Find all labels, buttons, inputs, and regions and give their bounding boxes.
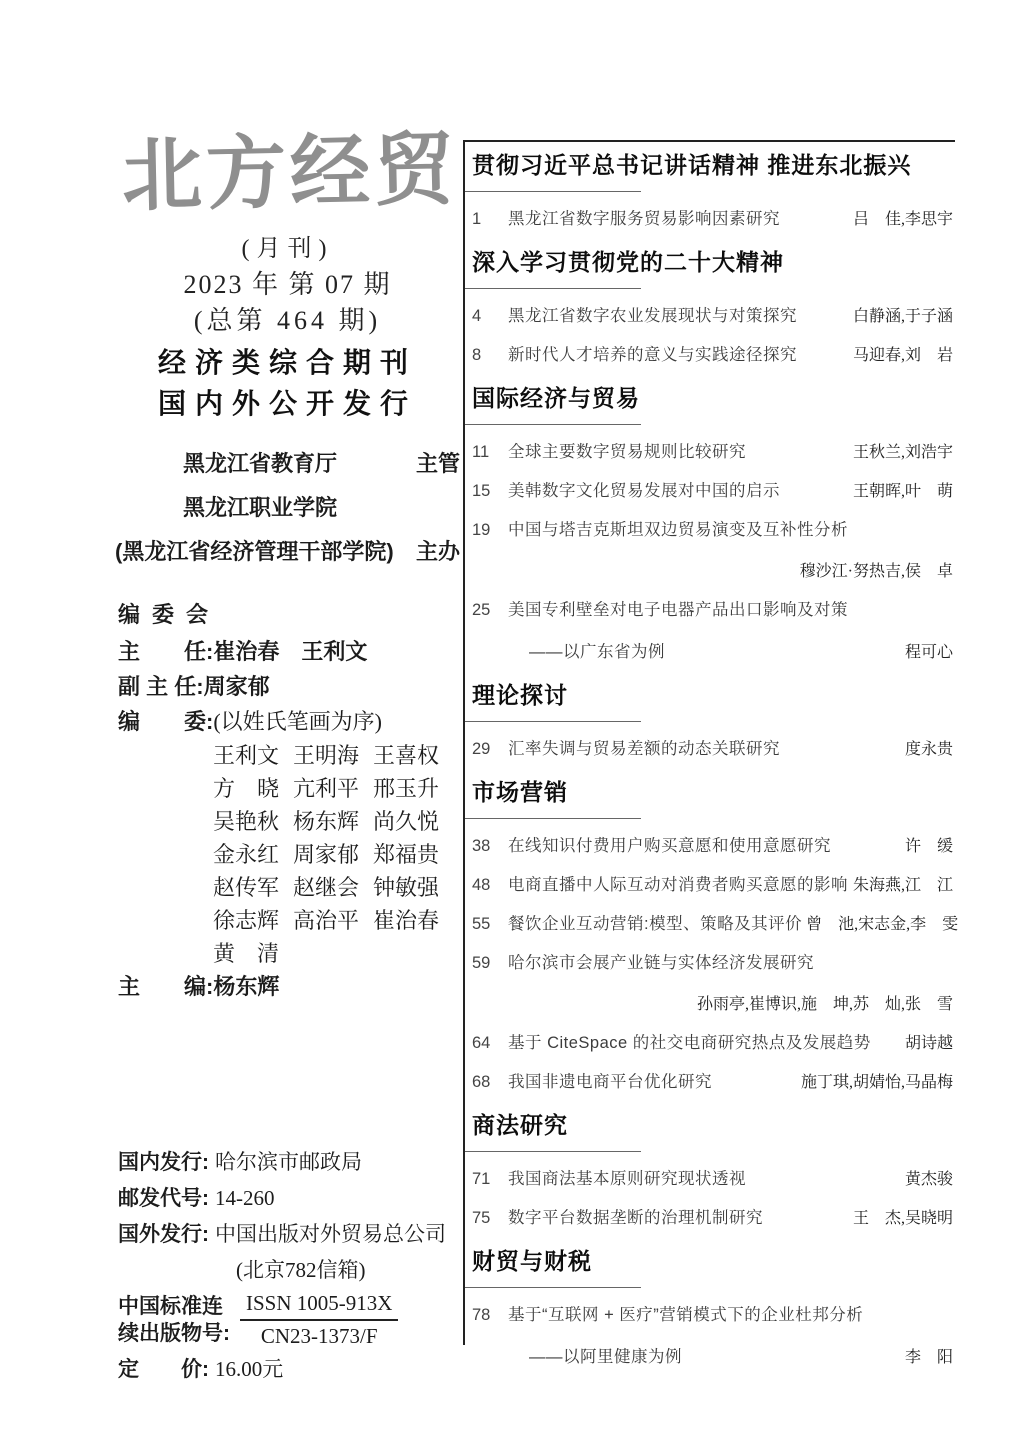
editorial-board-heading: 编委会 [118, 602, 221, 627]
toc-article-title: 全球主要数字贸易规则比较研究 [508, 443, 746, 461]
board-deputy-row [118, 675, 463, 699]
toc-article-authors: 朱海燕,江 江 [852, 877, 953, 894]
board-member: 徐志辉 [213, 908, 280, 933]
toc-section-header: 国际经济与贸易 [472, 385, 640, 411]
toc-article-row [465, 344, 955, 367]
supervisor-row [115, 451, 460, 477]
toc-article-authors: 黄杰骏 [904, 1171, 953, 1188]
toc-subtitle-line [465, 641, 955, 664]
toc-page-number: 25 [472, 601, 491, 619]
toc-article-row [465, 441, 955, 464]
toc-page-number: 4 [472, 307, 482, 325]
toc-article-row [465, 913, 959, 936]
host-org-row-2 [115, 539, 460, 565]
toc-page-number: 75 [472, 1209, 491, 1227]
board-member: 邢玉升 [373, 776, 440, 801]
toc-section-underline [465, 818, 641, 819]
board-member: 赵传军 [213, 875, 280, 900]
toc-section-underline [465, 424, 641, 425]
toc-article-authors: 马迎春,刘 岩 [852, 347, 953, 364]
toc-article-row [465, 1071, 955, 1094]
toc-panel [463, 140, 959, 1366]
toc-article-authors: 曾 池,宋志金,李 雯 [806, 916, 959, 933]
host-org-row [115, 495, 460, 521]
postal-code-value: 14-260 [215, 1186, 275, 1210]
journal-frequency: (月刊) [241, 236, 334, 262]
board-chief-row [118, 975, 463, 999]
board-member: 尚久悦 [373, 809, 440, 834]
toc-page-number: 55 [472, 915, 491, 933]
domestic-issue-row [118, 1150, 478, 1175]
board-member: 崔治春 [373, 908, 440, 933]
csn-row [118, 1291, 478, 1349]
chief-editor-name: 杨东辉 [213, 974, 280, 999]
toc-page-number: 64 [472, 1034, 491, 1052]
board-member: 黄 清 [213, 941, 280, 966]
toc-article-title: 中国与塔吉克斯坦双边贸易演变及互补性分析 [508, 521, 848, 539]
board-member: 王明海 [293, 743, 360, 768]
toc-article-authors: 吕 佳,李思宇 [852, 211, 953, 228]
toc-article-row [465, 480, 955, 503]
toc-article-title: 黑龙江省数字服务贸易影响因素研究 [508, 210, 780, 228]
toc-page-number: 48 [472, 876, 491, 894]
toc-article-row [465, 874, 955, 897]
board-member: 王喜权 [373, 743, 440, 768]
board-member: 高治平 [293, 908, 360, 933]
issn-value: ISSN 1005-913X [240, 1291, 398, 1321]
sponsors-block [115, 451, 460, 583]
toc-page-number: 8 [472, 346, 482, 364]
price-label: 定 价: [118, 1358, 209, 1381]
toc-article-title: 数字平台数据垄断的治理机制研究 [508, 1209, 763, 1227]
toc-section-underline [465, 191, 641, 192]
director-label: 主 任: [118, 639, 214, 664]
toc-article-authors: 程可心 [904, 644, 953, 661]
toc-page-number: 1 [472, 210, 482, 228]
toc-article-authors: 王秋兰,刘浩宇 [852, 444, 953, 461]
board-members-grid [213, 744, 463, 965]
foreign-issue-value: 中国出版对外贸易总公司 [215, 1222, 446, 1246]
host-role: 主办 [415, 539, 460, 564]
toc-authors-line [465, 561, 955, 583]
toc-section-underline [465, 1151, 641, 1152]
postal-code-label: 邮发代号: [118, 1187, 209, 1210]
toc-page-number: 19 [472, 521, 491, 539]
domestic-issue-value: 哈尔滨市邮政局 [215, 1150, 362, 1174]
toc-article-title: 美国专利壁垒对电子电器产品出口影响及对策 [508, 601, 848, 619]
board-member: 金永红 [213, 842, 280, 867]
toc-article-title: 汇率失调与贸易差额的动态关联研究 [508, 740, 780, 758]
toc-authors-line [465, 994, 955, 1016]
price-value: 16.00元 [215, 1357, 284, 1381]
toc-article-title: 我国商法基本原则研究现状透视 [508, 1170, 746, 1188]
price-row [118, 1357, 478, 1382]
toc-section-underline [465, 721, 641, 722]
publication-info-block [118, 1150, 478, 1393]
toc-article-title: 基于 CiteSpace 的社交电商研究热点及发展趋势 [508, 1034, 871, 1052]
toc-article-title: 餐饮企业互动营销:模型、策略及其评价 [508, 915, 803, 933]
csn-stack [240, 1291, 398, 1349]
toc-article-authors: 胡诗越 [904, 1035, 953, 1052]
journal-type-line: 经济类综合期刊 [157, 347, 417, 378]
toc-section [465, 248, 955, 367]
deputy-names: 周家郁 [203, 674, 270, 699]
supervisor-role: 主管 [415, 451, 460, 476]
toc-article-row [465, 599, 955, 621]
toc-article-title: 在线知识付费用户购买意愿和使用意愿研究 [508, 837, 831, 855]
toc-article-row [465, 1207, 955, 1230]
toc-section-header: 财贸与财税 [472, 1248, 592, 1274]
issue-total-number: (总第 464 期) [193, 306, 382, 335]
toc-article-subtitle: ——以阿里健康为例 [529, 1348, 682, 1366]
toc-section [465, 1111, 955, 1230]
board-committee-row [118, 710, 463, 734]
board-member: 赵继会 [293, 875, 360, 900]
toc-article-row [465, 952, 955, 974]
toc-article-row [465, 519, 955, 541]
foreign-issue-label: 国外发行: [118, 1223, 209, 1246]
csn-label [118, 1293, 230, 1347]
supervisor-org: 黑龙江省教育厅 [183, 451, 338, 476]
toc-page-number: 38 [472, 837, 491, 855]
toc-section [465, 778, 959, 1094]
toc-section [465, 1247, 955, 1369]
board-member: 周家郁 [293, 842, 360, 867]
toc-article-title: 新时代人才培养的意义与实践途径探究 [508, 346, 797, 364]
toc-section-header: 理论探讨 [472, 682, 568, 708]
toc-article-title: 黑龙江省数字农业发展现状与对策探究 [508, 307, 797, 325]
toc-section-header: 市场营销 [472, 779, 568, 805]
toc-article-title: 我国非遗电商平台优化研究 [508, 1073, 712, 1091]
toc-article-authors: 孙雨亭,崔博识,施 坤,苏 灿,张 雪 [696, 996, 953, 1013]
toc-page-number: 78 [472, 1306, 491, 1324]
board-member: 亢利平 [293, 776, 360, 801]
journal-title-calligraphy: 北方经贸 [121, 121, 459, 223]
director-names: 崔治春 王利文 [213, 639, 368, 664]
toc-section-underline [465, 1287, 641, 1288]
editorial-board-block [118, 598, 463, 999]
committee-label: 编 委: [118, 709, 214, 734]
journal-distribution-line: 国内外公开发行 [157, 388, 417, 419]
csn-label-line1: 中国标准连 [118, 1295, 223, 1318]
toc-section [465, 681, 955, 761]
board-member: 郑福贵 [373, 842, 440, 867]
toc-article-row [465, 738, 955, 761]
toc-article-authors: 穆沙江·努热吉,侯 卓 [799, 563, 953, 580]
cn-value: CN23-1373/F [260, 1324, 378, 1348]
board-member: 王利文 [213, 743, 280, 768]
toc-page-number: 59 [472, 954, 491, 972]
foreign-issue-row [118, 1222, 478, 1247]
toc-article-authors: 度永贵 [904, 741, 953, 758]
toc-article-title: 美韩数字文化贸易发展对中国的启示 [508, 482, 780, 500]
host-org-2: (黑龙江省经济管理干部学院) [115, 539, 394, 564]
toc-article-row [465, 1032, 955, 1055]
toc-article-authors: 施丁琪,胡婧怡,马晶梅 [800, 1074, 953, 1091]
board-member: 方 晓 [213, 776, 280, 801]
toc-section-header: 商法研究 [472, 1112, 568, 1138]
board-director-row [118, 640, 463, 664]
toc-subtitle-line [465, 1346, 955, 1369]
toc-article-title: 电商直播中人际互动对消费者购买意愿的影响 [508, 876, 848, 894]
foreign-po-box: (北京782信箱) [236, 1258, 366, 1282]
toc-page-number: 71 [472, 1170, 491, 1188]
toc-page-number: 15 [472, 482, 491, 500]
toc-page-number: 68 [472, 1073, 491, 1091]
postal-code-row [118, 1186, 478, 1211]
toc-article-title: 哈尔滨市会展产业链与实体经济发展研究 [508, 954, 814, 972]
toc-section [465, 151, 955, 231]
domestic-issue-label: 国内发行: [118, 1151, 209, 1174]
chief-editor-label: 主 编: [118, 974, 214, 999]
toc-article-row [465, 1304, 955, 1326]
toc-article-authors: 王 杰,吴晓明 [852, 1210, 953, 1227]
toc-article-authors: 许 缓 [904, 838, 953, 855]
toc-article-row [465, 208, 955, 231]
toc-article-row [465, 305, 955, 328]
toc-section-header: 深入学习贯彻党的二十大精神 [472, 249, 784, 275]
toc-page-number: 11 [472, 443, 490, 461]
host-org-1: 黑龙江职业学院 [183, 495, 338, 520]
board-member: 杨东辉 [293, 809, 360, 834]
toc-section [465, 384, 955, 664]
toc-article-row [465, 1168, 955, 1191]
toc-section-header: 贯彻习近平总书记讲话精神 推进东北振兴 [472, 152, 912, 178]
issue-year-number: 2023 年 第 07 期 [183, 270, 392, 299]
deputy-label: 副 主 任: [118, 674, 204, 699]
toc-article-authors: 李 阳 [904, 1349, 953, 1366]
toc-article-row [465, 835, 955, 858]
toc-article-subtitle: ——以广东省为例 [529, 643, 665, 661]
board-member: 吴艳秋 [213, 809, 280, 834]
toc-article-title: 基于“互联网 + 医疗”营销模式下的企业杜邦分析 [508, 1306, 864, 1324]
committee-note: (以姓氏笔画为序) [213, 709, 382, 734]
csn-label-line2: 续出版物号: [118, 1322, 230, 1345]
toc-section-underline [465, 288, 641, 289]
board-member: 钟敏强 [373, 875, 440, 900]
toc-page-number: 29 [472, 740, 491, 758]
toc-article-authors: 白静涵,于子涵 [852, 308, 953, 325]
toc-article-authors: 王朝晖,叶 萌 [852, 483, 953, 500]
